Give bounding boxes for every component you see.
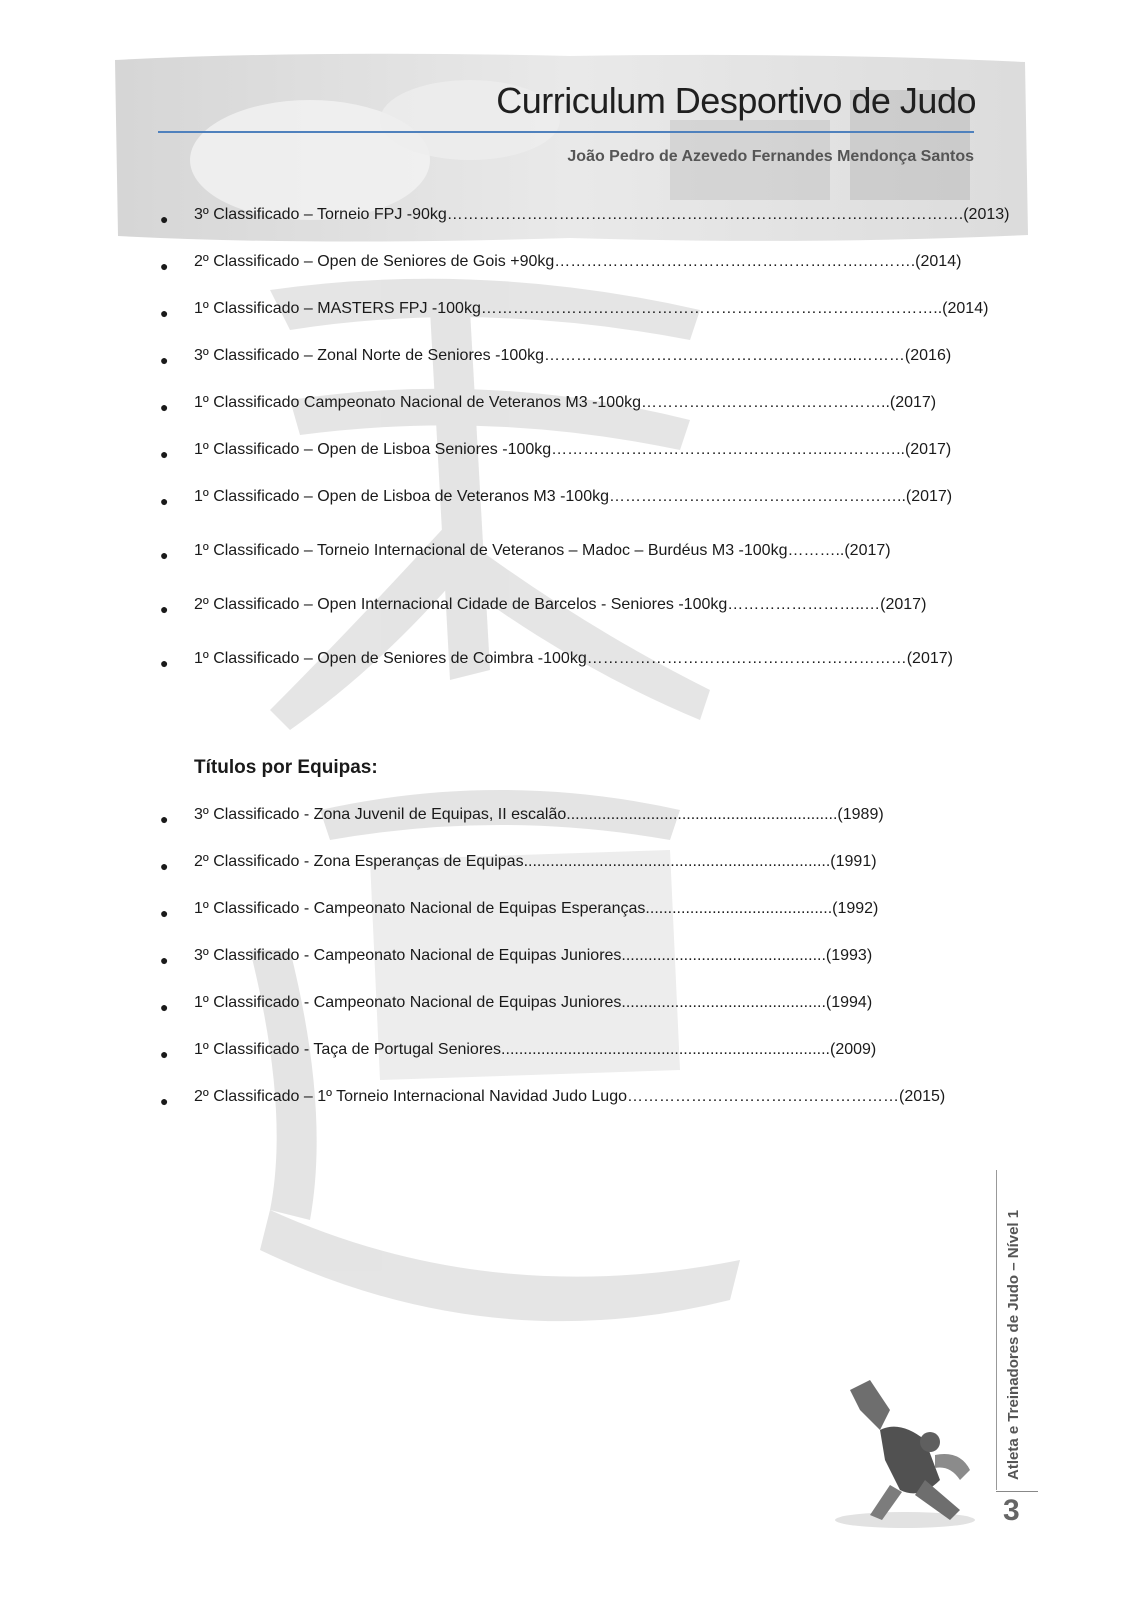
bullet-icon: ● [160, 547, 169, 563]
bullet-icon: ● [160, 952, 169, 968]
bullet-icon: ● [160, 601, 169, 617]
bullet-icon: ● [160, 352, 169, 368]
list-item: ● 1º Classificado – MASTERS FPJ -100kg……………………………………………………………….…………..(2014) [160, 300, 989, 321]
list-item: ● 2º Classificado – Open de Seniores de Gois +90kg………………………………………………….……….(2014) [160, 253, 962, 274]
bullet-icon: ● [160, 258, 169, 274]
sidebar-course-label: Atleta e Treinadores de Judo – Nível 1 [1005, 1209, 1022, 1480]
list-item: ● 1º Classificado - Campeonato Nacional de Equipas Juniores..............................................(1994) [160, 994, 873, 1015]
list-item: ● 3º Classificado - Zona Juvenil de Equipas, II escalão.............................................................(1989) [160, 806, 884, 827]
list-item: ● 1º Classificado – Open de Lisboa Seniores -100kg……………………………………………..…………..(2017) [160, 441, 952, 462]
bullet-icon: ● [160, 905, 169, 921]
list-item: ● 2º Classificado – Open Internacional Cidade de Barcelos - Seniores -100kg……………………..…(2017) [160, 596, 927, 617]
list-item: ● 1º Classificado - Campeonato Nacional de Equipas Esperanças..........................................(1992) [160, 900, 879, 921]
bullet-icon: ● [160, 655, 169, 671]
document-title: Curriculum Desportivo de Judo [496, 80, 976, 121]
header-divider [158, 131, 974, 133]
list-item: ● 1º Classificado - Taça de Portugal Seniores..........................................................................(2009) [160, 1041, 877, 1062]
list-item: ● 1º Classificado – Open de Seniores de Coimbra -100kg……………………………………………………(2017) [160, 650, 953, 671]
bullet-icon: ● [160, 858, 169, 874]
bullet-icon: ● [160, 999, 169, 1015]
page-number: 3 [1003, 1494, 1020, 1527]
bullet-icon: ● [160, 811, 169, 827]
bullet-icon: ● [160, 493, 169, 509]
author-name: João Pedro de Azevedo Fernandes Mendonça Santos [567, 148, 974, 165]
page-number-divider [996, 1491, 1038, 1492]
list-item: ● 3º Classificado – Torneio FPJ -90kg…………………………………………………………………………………….(2013) [160, 206, 1010, 227]
judo-throw-illustration [830, 1370, 980, 1530]
sidebar-divider [996, 1170, 997, 1490]
bullet-icon: ● [160, 399, 169, 415]
bullet-icon: ● [160, 1046, 169, 1062]
list-item: ● 1º Classificado – Torneio Internacional de Veteranos – Madoc – Burdéus M3 -100kg………..(2017) [160, 542, 891, 563]
team-titles-heading: Títulos por Equipas: [194, 757, 378, 778]
bullet-icon: ● [160, 1093, 169, 1109]
list-item: ● 3º Classificado – Zonal Norte de Seniores -100kg…………………………………………………..………(2016) [160, 347, 952, 368]
list-item: ● 2º Classificado – 1º Torneio Internacional Navidad Judo Lugo……………………………………………(2015) [160, 1088, 946, 1109]
list-item: ● 1º Classificado – Open de Lisboa de Veteranos M3 -100kg………………………………………………..(2017) [160, 488, 953, 509]
bullet-icon: ● [160, 446, 169, 462]
list-item: ● 3º Classificado - Campeonato Nacional de Equipas Juniores..............................................(1993) [160, 947, 873, 968]
bullet-icon: ● [160, 305, 169, 321]
list-item: ● 2º Classificado - Zona Esperanças de Equipas.....................................................................(1991) [160, 853, 877, 874]
bullet-icon: ● [160, 211, 169, 227]
list-item: ● 1º Classificado Campeonato Nacional de Veteranos M3 -100kg………………………………………..(2017) [160, 394, 937, 415]
